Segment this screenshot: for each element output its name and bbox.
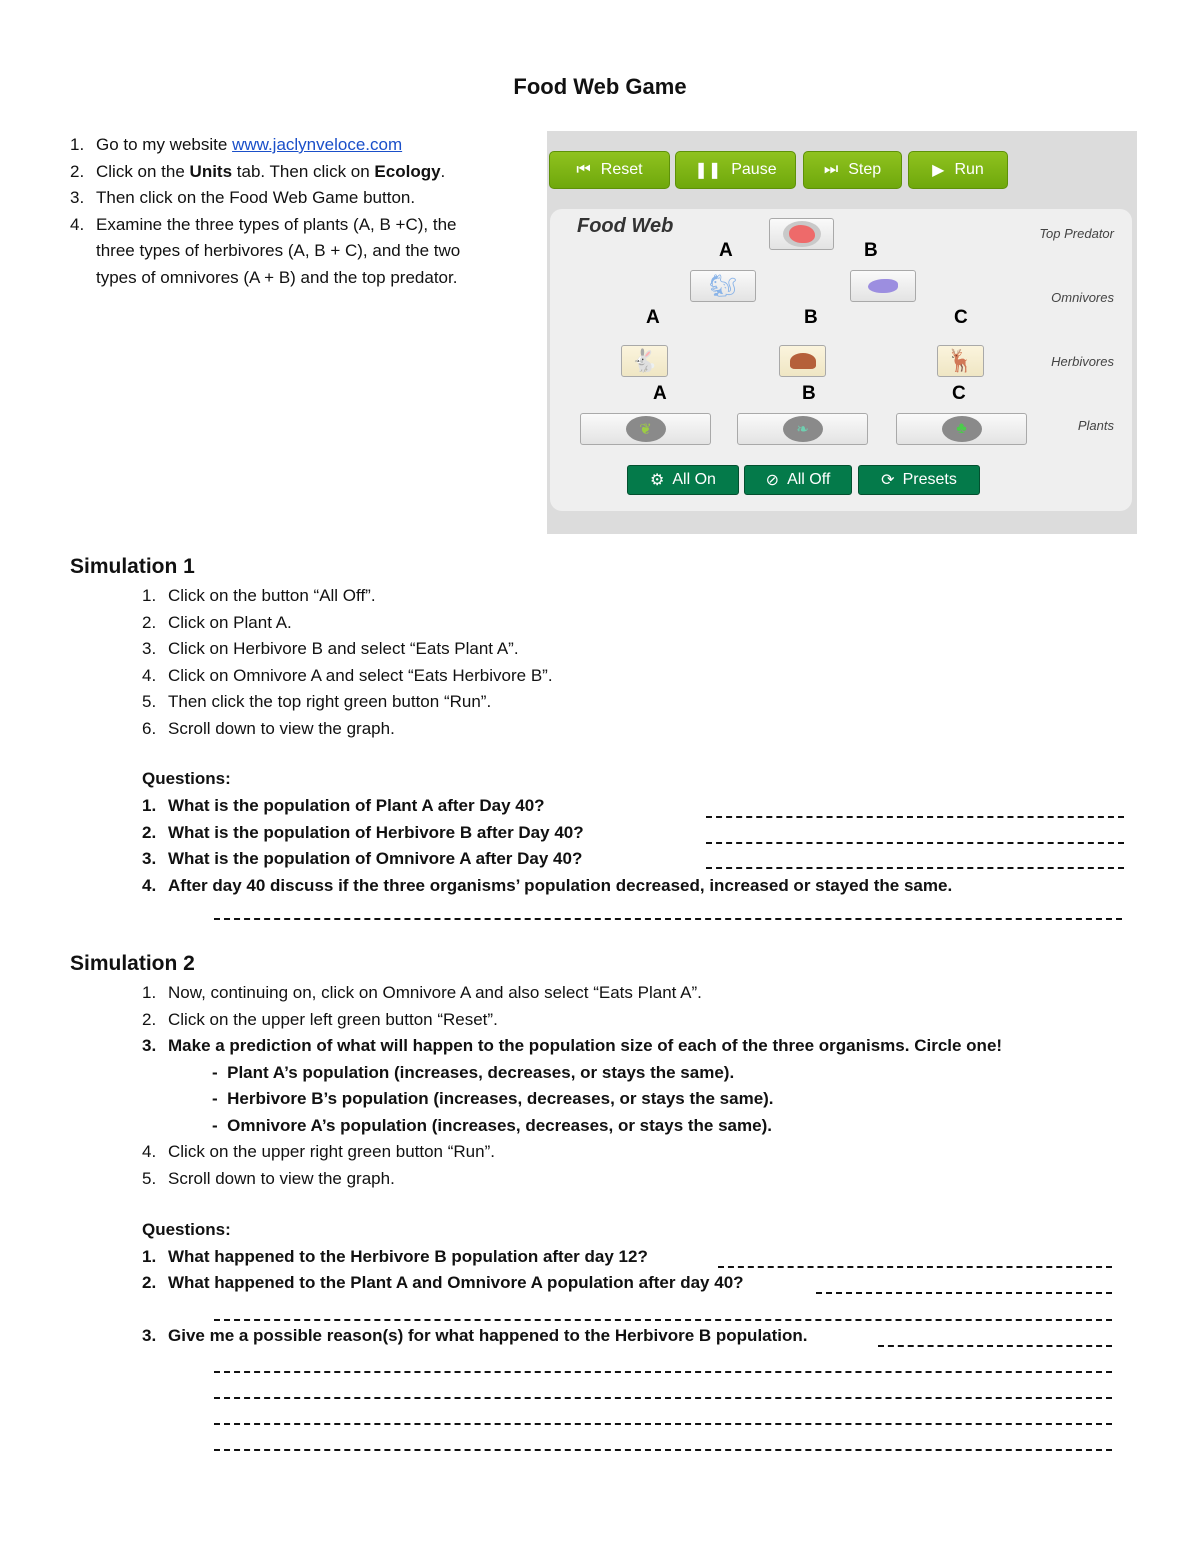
herbivore-c-label: C [954, 307, 968, 328]
sim2-step: 4. Click on the upper right green button “Run”. [142, 1142, 495, 1161]
sim1-question: 3. What is the population of Omnivore A after Day 40? [142, 849, 583, 868]
refresh-icon: ⟳ [881, 472, 895, 489]
level-plants: Plants [1077, 418, 1114, 433]
simulation-2-steps [142, 980, 1002, 1192]
sim2-question-2: 2. What happened to the Plant A and Omnivore A population after day 40? [142, 1273, 744, 1292]
plant-b-label: B [802, 383, 816, 404]
answer-blank[interactable] [214, 1319, 1112, 1321]
badger-icon [868, 279, 898, 293]
ban-icon: ⊘ [765, 472, 780, 489]
sim1-question: 1. What is the population of Plant A after Day 40? [142, 796, 545, 815]
plant-c-button[interactable] [896, 413, 1027, 445]
sim1-step: 4. Click on Omnivore A and select “Eats Herbivore B”. [142, 665, 553, 685]
step-button[interactable]: ⏭ Step [803, 151, 902, 189]
reset-button[interactable]: ⏮ Reset [549, 151, 670, 189]
skip-back-icon: ⏮ [576, 161, 591, 178]
intro-list [70, 132, 460, 291]
all-on-button[interactable]: ⚙ All On [627, 465, 739, 495]
sim2-question-3: 3. Give me a possible reason(s) for what happened to the Herbivore B population. [142, 1326, 808, 1345]
gears-icon: ⚙ [650, 472, 665, 489]
answer-blank[interactable] [706, 867, 1124, 869]
prediction-item: - Omnivore A’s population (increases, decreases, or stays the same). [212, 1115, 772, 1135]
wolf-icon [789, 225, 815, 243]
answer-blank[interactable] [214, 918, 1122, 920]
herbivore-b-button[interactable] [779, 345, 826, 377]
sim2-step: 1. Now, continuing on, click on Omnivore A and also select “Eats Plant A”. [142, 983, 702, 1002]
intro-step-4: 4. Examine the three types of plants (A, B +C), the three types of herbivores (A, B + C), and the two types of omnivores (A + B) and the top predator. [70, 214, 461, 287]
sim2-step: 2. Click on the upper left green button “Reset”. [142, 1009, 498, 1029]
leaves-icon: ❧ [796, 421, 809, 438]
herbivore-c-button[interactable] [937, 345, 984, 377]
sim1-question: 4. After day 40 discuss if the three organisms’ population decreased, increased or stayed the same. [142, 875, 953, 895]
simulation-1-steps [142, 583, 553, 742]
answer-blank[interactable] [214, 1449, 1112, 1451]
page-title: Food Web Game [513, 74, 687, 99]
answer-blank[interactable] [214, 1423, 1112, 1425]
sim1-step: 5. Then click the top right green button “Run”. [142, 692, 492, 711]
sim1-step: 2. Click on Plant A. [142, 612, 292, 632]
food-web-title: Food Web [577, 215, 674, 237]
answer-blank[interactable] [706, 816, 1124, 818]
omnivore-a-button[interactable] [690, 270, 756, 302]
prediction-item: - Herbivore B’s population (increases, decreases, or stays the same). [212, 1089, 774, 1108]
sim1-question: 2. What is the population of Herbivore B after Day 40? [142, 822, 584, 842]
pause-button[interactable]: ❚❚ Pause [675, 151, 796, 189]
sim2-step: 5. Scroll down to view the graph. [142, 1168, 395, 1188]
prediction-item: - Plant A’s population (increases, decreases, or stays the same). [212, 1062, 735, 1082]
sim1-step: 1. Click on the button “All Off”. [142, 586, 376, 605]
intro-step-2: 2. Click on the Units tab. Then click on Ecology. [70, 161, 446, 181]
run-button[interactable]: ▶ Run [908, 151, 1008, 189]
sim2-questions-label: Questions: [142, 1220, 231, 1239]
level-top-predator: Top Predator [1039, 226, 1114, 241]
answer-blank[interactable] [214, 1397, 1112, 1399]
level-omnivores: Omnivores [1051, 290, 1114, 305]
sim2-question-1: 1. What happened to the Herbivore B population after day 12? [142, 1247, 648, 1266]
intro-step-1: 1. Go to my website www.jaclynveloce.com [70, 135, 403, 154]
level-herbivores: Herbivores [1051, 354, 1114, 369]
play-icon: ▶ [932, 162, 945, 179]
sim1-step: 3. Click on Herbivore B and select “Eats Plant A”. [142, 639, 519, 658]
plant-a-label: A [653, 383, 667, 404]
plant-a-button[interactable] [580, 413, 711, 445]
herbivore-a-button[interactable] [621, 345, 668, 377]
answer-blank[interactable] [718, 1266, 1112, 1268]
step-icon: ⏭ [823, 161, 839, 178]
pause-icon: ❚❚ [694, 162, 722, 179]
grass-icon: ❦ [639, 421, 652, 438]
answer-blank[interactable] [214, 1371, 1112, 1373]
omnivore-a-label: A [719, 240, 733, 261]
simulation-2-heading: Simulation 2 [70, 952, 195, 975]
tree-icon: ♣ [956, 420, 967, 437]
sim1-questions-label: Questions: [142, 769, 231, 788]
deer-icon: 🦌 [946, 348, 975, 373]
website-link[interactable]: www.jaclynveloce.com [232, 135, 403, 154]
presets-button[interactable]: ⟳ Presets [858, 465, 980, 495]
sim2-step: 3. Make a prediction of what will happen to the population size of each of the three organisms. Circle one! [142, 1036, 1003, 1055]
answer-blank[interactable] [816, 1292, 1112, 1294]
sim1-questions [142, 793, 952, 899]
plant-b-button[interactable] [737, 413, 868, 445]
omnivore-b-button[interactable] [850, 270, 916, 302]
simulation-1-heading: Simulation 1 [70, 555, 195, 578]
squirrel-icon: 🐿 [709, 273, 737, 298]
snail-icon [790, 353, 816, 369]
omnivore-b-label: B [864, 240, 878, 261]
answer-blank[interactable] [878, 1345, 1112, 1347]
herbivore-a-label: A [646, 307, 660, 328]
food-web-card [550, 209, 1132, 511]
answer-blank[interactable] [706, 842, 1124, 844]
plant-c-label: C [952, 383, 966, 404]
intro-step-3: 3. Then click on the Food Web Game button. [70, 188, 416, 207]
rabbit-icon: 🐇 [630, 348, 659, 373]
herbivore-b-label: B [804, 307, 818, 328]
food-web-game-screenshot [547, 131, 1137, 534]
all-off-button[interactable]: ⊘ All Off [744, 465, 852, 495]
sim1-step: 6. Scroll down to view the graph. [142, 718, 395, 738]
top-predator-button[interactable] [769, 218, 834, 250]
